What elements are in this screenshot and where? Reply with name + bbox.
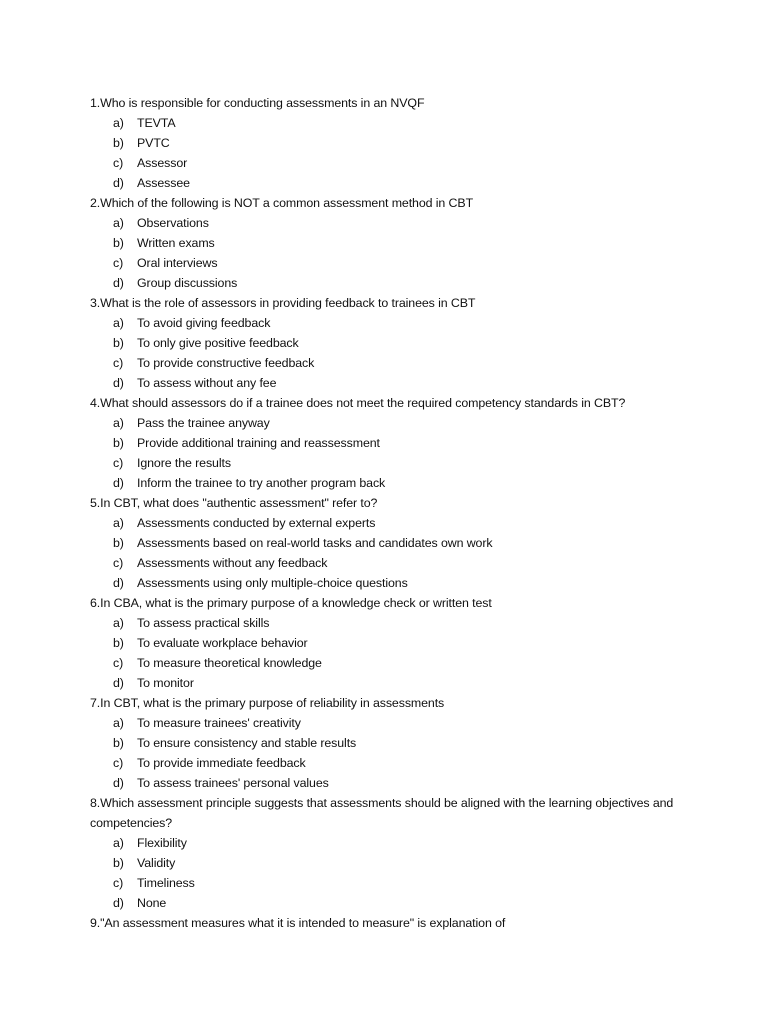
question-text: 3.What is the role of assessors in providing feedback to trainees in CBT xyxy=(90,296,476,310)
answer-option xyxy=(90,673,680,693)
answer-option xyxy=(90,853,680,873)
question-block xyxy=(90,793,680,913)
option-letter: d) xyxy=(113,896,124,910)
option-letter: d) xyxy=(113,776,124,790)
option-letter: d) xyxy=(113,176,124,190)
answer-options xyxy=(90,113,680,193)
answer-option xyxy=(90,113,680,133)
option-letter: a) xyxy=(113,316,124,330)
option-text: None xyxy=(137,896,167,910)
option-letter: a) xyxy=(113,116,124,130)
question-text: 1.Who is responsible for conducting assessments in an NVQF xyxy=(90,96,425,110)
question-list xyxy=(90,93,680,933)
option-letter: d) xyxy=(113,576,124,590)
answer-option xyxy=(90,353,680,373)
question-text: 9."An assessment measures what it is intended to measure" is explanation of xyxy=(90,916,506,930)
question-text: 6.In CBA, what is the primary purpose of a knowledge check or written test xyxy=(90,596,492,610)
option-letter: c) xyxy=(113,256,124,270)
answer-option xyxy=(90,433,680,453)
option-text: PVTC xyxy=(137,136,170,150)
answer-option xyxy=(90,173,680,193)
answer-option xyxy=(90,533,680,553)
option-text: To measure theoretical knowledge xyxy=(137,656,322,670)
option-text: TEVTA xyxy=(137,116,176,130)
option-letter: b) xyxy=(113,336,124,350)
answer-option xyxy=(90,833,680,853)
option-text: To avoid giving feedback xyxy=(137,316,271,330)
option-text: To assess practical skills xyxy=(137,616,270,630)
option-text: To provide immediate feedback xyxy=(137,756,306,770)
option-text: To only give positive feedback xyxy=(137,336,299,350)
option-letter: a) xyxy=(113,216,124,230)
option-letter: a) xyxy=(113,716,124,730)
option-text: Assessments using only multiple-choice questions xyxy=(137,576,408,590)
option-letter: d) xyxy=(113,276,124,290)
option-text: Ignore the results xyxy=(137,456,231,470)
option-text: To assess trainees' personal values xyxy=(137,776,329,790)
option-text: To monitor xyxy=(137,676,194,690)
option-text: To evaluate workplace behavior xyxy=(137,636,308,650)
option-letter: c) xyxy=(113,656,124,670)
option-text: To assess without any fee xyxy=(137,376,277,390)
answer-options xyxy=(90,513,680,593)
option-letter: d) xyxy=(113,376,124,390)
question-text: 2.Which of the following is NOT a common assessment method in CBT xyxy=(90,196,474,210)
answer-options xyxy=(90,413,680,493)
option-letter: a) xyxy=(113,416,124,430)
option-text: Oral interviews xyxy=(137,256,218,270)
answer-option xyxy=(90,513,680,533)
option-text: Assessor xyxy=(137,156,188,170)
option-letter: c) xyxy=(113,556,124,570)
option-letter: a) xyxy=(113,836,124,850)
question-block xyxy=(90,493,680,593)
answer-option xyxy=(90,373,680,393)
option-text: Assessments without any feedback xyxy=(137,556,328,570)
option-letter: a) xyxy=(113,516,124,530)
option-text: Written exams xyxy=(137,236,215,250)
option-letter: c) xyxy=(113,356,124,370)
option-text: Inform the trainee to try another program back xyxy=(137,476,386,490)
answer-options xyxy=(90,313,680,393)
option-letter: b) xyxy=(113,536,124,550)
question-block xyxy=(90,193,680,293)
answer-option xyxy=(90,333,680,353)
option-letter: d) xyxy=(113,476,124,490)
answer-option xyxy=(90,313,680,333)
question-text: 7.In CBT, what is the primary purpose of reliability in assessments xyxy=(90,696,445,710)
answer-options xyxy=(90,213,680,293)
answer-option xyxy=(90,133,680,153)
answer-option xyxy=(90,713,680,733)
answer-option xyxy=(90,553,680,573)
answer-option xyxy=(90,753,680,773)
option-text: Assessments based on real-world tasks and candidates own work xyxy=(137,536,493,550)
option-text: To ensure consistency and stable results xyxy=(137,736,357,750)
option-letter: b) xyxy=(113,736,124,750)
option-text: Pass the trainee anyway xyxy=(137,416,270,430)
answer-option xyxy=(90,733,680,753)
answer-options xyxy=(90,613,680,693)
answer-option xyxy=(90,613,680,633)
option-letter: b) xyxy=(113,236,124,250)
option-text: Assessee xyxy=(137,176,190,190)
answer-option xyxy=(90,633,680,653)
question-text: 5.In CBT, what does "authentic assessment" refer to? xyxy=(90,496,378,510)
answer-option xyxy=(90,413,680,433)
option-text: To provide constructive feedback xyxy=(137,356,315,370)
answer-option xyxy=(90,473,680,493)
option-text: Observations xyxy=(137,216,209,230)
question-text: 8.Which assessment principle suggests that assessments should be aligned with the learning objectives and competencies? xyxy=(90,796,674,830)
answer-options xyxy=(90,713,680,793)
answer-option xyxy=(90,273,680,293)
option-letter: a) xyxy=(113,616,124,630)
option-letter: b) xyxy=(113,436,124,450)
question-block xyxy=(90,93,680,193)
question-block xyxy=(90,693,680,793)
option-letter: c) xyxy=(113,756,124,770)
answer-option xyxy=(90,893,680,913)
option-text: Assessments conducted by external experts xyxy=(137,516,376,530)
question-block xyxy=(90,913,680,933)
answer-option xyxy=(90,453,680,473)
option-text: Group discussions xyxy=(137,276,238,290)
question-block xyxy=(90,293,680,393)
question-block xyxy=(90,593,680,693)
option-text: Flexibility xyxy=(137,836,187,850)
answer-option xyxy=(90,153,680,173)
answer-option xyxy=(90,653,680,673)
option-letter: b) xyxy=(113,136,124,150)
option-letter: c) xyxy=(113,456,124,470)
option-text: Provide additional training and reassessment xyxy=(137,436,380,450)
answer-option xyxy=(90,573,680,593)
option-letter: c) xyxy=(113,876,124,890)
answer-option xyxy=(90,873,680,893)
option-letter: b) xyxy=(113,856,124,870)
question-block xyxy=(90,393,680,493)
answer-option xyxy=(90,773,680,793)
option-text: Timeliness xyxy=(137,876,195,890)
option-text: Validity xyxy=(137,856,176,870)
option-letter: c) xyxy=(113,156,124,170)
question-text: 4.What should assessors do if a trainee does not meet the required competency standards in CBT? xyxy=(90,396,626,410)
answer-options xyxy=(90,833,680,913)
option-text: To measure trainees' creativity xyxy=(137,716,301,730)
option-letter: d) xyxy=(113,676,124,690)
answer-option xyxy=(90,213,680,233)
option-letter: b) xyxy=(113,636,124,650)
answer-option xyxy=(90,253,680,273)
answer-option xyxy=(90,233,680,253)
